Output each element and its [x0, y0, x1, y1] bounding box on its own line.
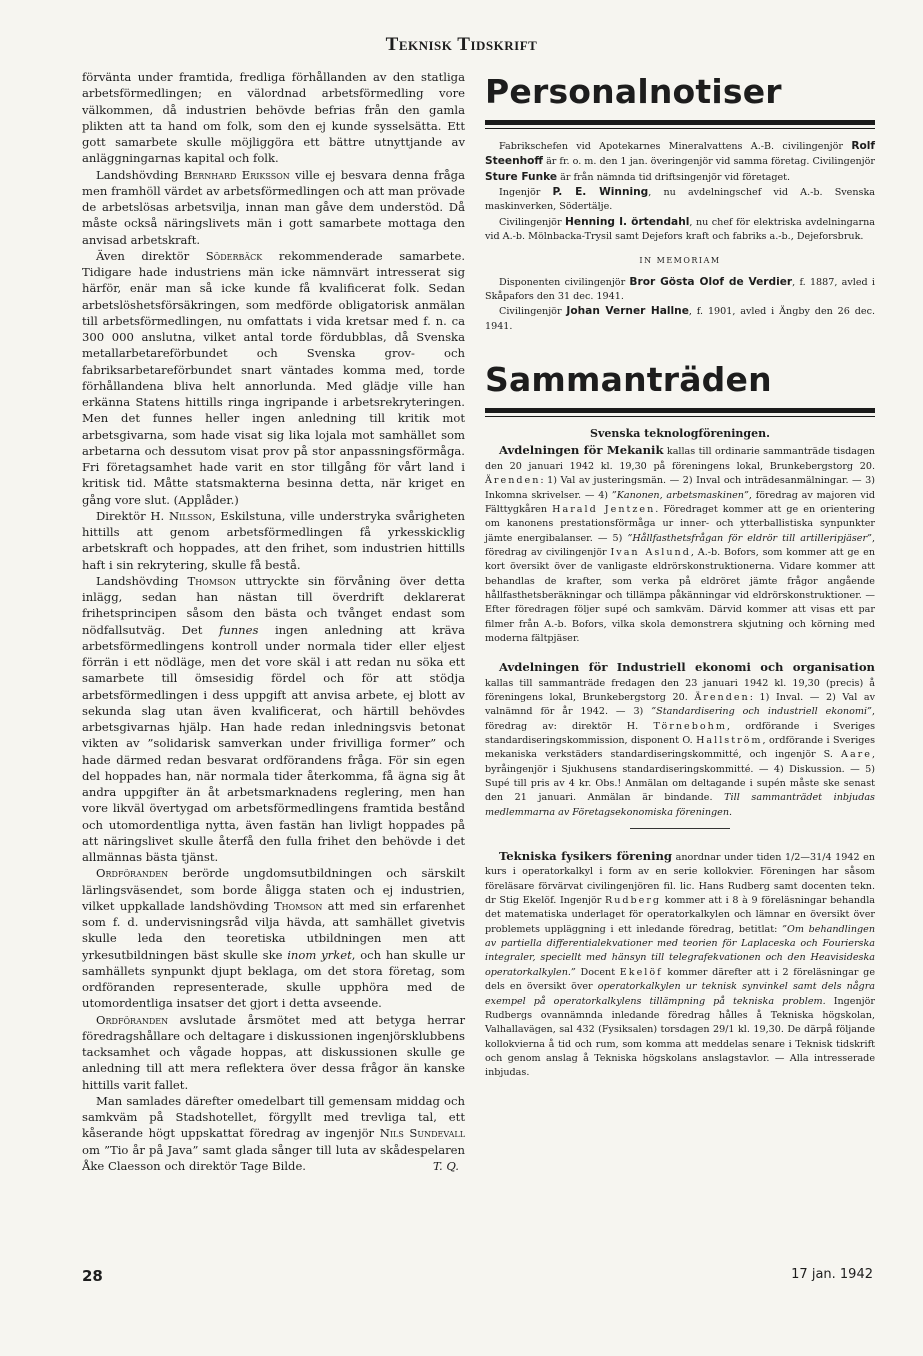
- text: kommer därefter att i 2 föreläsningar ge dels en översikt över: [485, 966, 875, 993]
- section-title-sammantraden: Sammanträden: [485, 360, 772, 400]
- section-rule: [485, 128, 875, 129]
- section-rule: [485, 120, 875, 125]
- text: Ingenjör Rudbergs ovannämnda inledande föredrag hålles å Tekniska högskolan, Valhallavägen, sal 432 (Fysiksalen) torsdagen 29/1 kl. 19,30. De därpå följande kollokvierna å tid och rum, som komma att meddelas senare i Teknisk tidskrift och genom anslag å Tekniska högskolans anslagstavlor. — Alla intresserade inbjudas.: [485, 995, 875, 1079]
- lecture-title: ”Hållfasthetsfrågan för eldrör till artilleripjäser”: [627, 532, 872, 544]
- meeting-heading: Tekniska fysikers förening: [499, 849, 673, 864]
- divider: [630, 828, 730, 829]
- spacer: [485, 646, 875, 660]
- text: rekommenderade samarbete. Tidigare hade industriens män icke nämnvärt intresserat sig härför, enär man så icke kunde få kvalificerat folk. Sedan arbetslöshetsförsäkringen, som medförde obligatorisk anmälan till arbetsförmedlingen, nu omfattats i vida kretsar med f. n. ca 300 000 anslutna, vilket antal torde fördubblas, då Svenska metallarbetareförbundet och Svenska grov- och fabriksarbetareförbundet snart väntades komma med, torde förhållandena bliva helt annorlunda. Med glädje ville han erkänna Statens hittills ringa ingripande i arbetsrekryteringen. Men det funnes heller ingen anledning till kritik mot arbetsgivarna, som hade visat sig lika lojala mot samhället som arbetarna och dessutom visat prov på stor anpassningsförmåga. Fri företagsamhet hade varit en stor tillgång för vårt land i kritisk tid. Måtte statsmakterna besinna detta, när kriget en gång vore slut. (Applåder.): [82, 248, 465, 507]
- person-name: Thomson: [273, 898, 323, 913]
- text: Docent: [575, 966, 620, 978]
- issue-date: 17 jan. 1942: [791, 1267, 873, 1282]
- spacer: [485, 334, 875, 360]
- meeting-notice: [485, 443, 875, 646]
- text: är fr. o. m. den 1 jan. överingenjör vid samma företag. Civilingenjör: [543, 156, 876, 168]
- text: , nu chef för elektriska avdelningarna vid A.-b. Mölnbacka-Trysil samt Dejefors kraft och fabriks a.-b., Dejeforsbruk.: [485, 216, 875, 243]
- text: Ärenden: [485, 475, 541, 487]
- text: . Föredraget kommer att ge en orientering om kanonens prestationsförmåga ur inner- och ytterballistiska synpunkter jämte energibalanser. — 5): [485, 503, 876, 544]
- text: avslutade årsmötet med att betyga herrar föredragshållare och deltagare i diskussionen ingenjörsklubbens tacksamhet och vågade hoppas, att diskussionen skulle ge anledning till att mera reflektera över dessa frågor än kanske hittills varit fallet.: [82, 1012, 465, 1092]
- text: ingen anledning att kräva arbetsförmedlingens kontroll under normala tider eller eljest förrän i ett nödläge, men det vore skäl i att redan nu söka ett samarbete till ömsesidig fördel och för att stödja arbetsförmedlingen i dess uppgift att anvisa arbete, ej blott av sekunda slag utan även kvalificerat, och härtill behövdes arbetsgivarnas hjälp. Han hade redan inledningsvis betonat vikten av ”solidarisk samverkan under frivilliga former” och hade därmed redan besvarat ordförandens fråga. För sin egen del hoppades han, när normala tider återkomma, få ägna sig åt andra uppgifter än åt arbetsmarknadens reglering, men han vore likväl övertygad om arbetsförmedlingens framtida bestånd och utomordentliga nytta, även fastän han livligt hoppades på att näringslivet skulle återfå den fulla frihet den behövde i det allmännas bästa tjänst.: [82, 622, 465, 864]
- paragraph: [82, 508, 465, 573]
- paragraph: förvänta under framtida, fredliga förhållanden av den statliga arbetsförmedlingen; en välordnad arbetsförmedling vore välkommen, då industrien behövde befrias från den gamla plikten att ta hand om folk, som den ej kunde sysselsätta. Ett gott samarbete skulle möjliggöra ett bättre utnyttjande av anläggningarnas kapital och folk.: [82, 70, 465, 166]
- text: , f. 1901, avled i Ängby den 26 dec. 1941.: [485, 306, 875, 332]
- text: : 1) Val av justeringsmän. — 2) Inval och inträdesanmälningar. — 3) Inkomna skrivelser. — 4): [485, 475, 875, 501]
- text: Ärenden: [694, 691, 750, 703]
- text: Civilingenjör: [499, 216, 566, 228]
- text: kallas till ordinarie sammanträde tisdagen den 20 januari 1942 kl. 19,30 på föreningens lokal, Brunkebergstorg 20.: [485, 446, 875, 472]
- lecture-title: ”Kanonen, arbetsmaskinen”: [611, 489, 749, 501]
- person-name: Aare: [841, 749, 872, 761]
- paragraph: [82, 865, 465, 1011]
- in-memoriam-heading: IN MEMORIAM: [639, 256, 721, 266]
- meeting-notice: [485, 660, 875, 820]
- left-column: [82, 69, 465, 1174]
- emphasis: funnes: [218, 622, 259, 637]
- text: är från nämnda tid driftsingenjör vid företaget.: [557, 171, 791, 183]
- text: Man samlades därefter omedelbart till gemensam middag och samkväm på Stadshotellet, förgyllt med trevliga tal, ett kåserande högt uppskattat föredrag av ingenjör: [82, 1093, 465, 1141]
- paragraph: [82, 167, 465, 248]
- text: , nu avdelningschef vid A.-b. Svenska maskinverken, Södertälje.: [485, 187, 875, 213]
- person-name: Bror Gösta Olof de Verdier: [629, 275, 793, 288]
- spacer: [485, 835, 875, 849]
- paragraph: [82, 248, 465, 508]
- text: : 1) Inval. — 2) Val av valnämnd för år 1942. — 3): [485, 691, 875, 718]
- lecture-title: ”Standardisering och industriell ekonomi”: [651, 706, 872, 718]
- text: , A.-b. Bofors, som kommer att ge en kort översikt över de vanligaste eldrörskonstruktionerna. Vidare kommer att behandlas de krafter, som verka på eldröret jämte frågor angående hållfasthetsberäkningar och tillämpa påkänningar vid eldrörskonstruktioner. — Efter föredragen följer supé och samkväm. Därvid kommer att visas ett par filmer från A.-b. Bofors, vilka skola demonstrera skjutning och körning med moderna fältpjäser.: [485, 546, 876, 644]
- text: , ordförande i Sveriges mekaniska verkstäders standardiseringskommitté, och ingenjör S.: [485, 735, 876, 761]
- section-title-personalnotiser: Personalnotiser: [485, 72, 782, 111]
- text: , byråingenjör i Sjukhusens standardiseringskommitté. — 4) Diskussion. — 5) Supé till pris av 4 kr. Obs.! Anmälan om deltagande i supén måste ske senast den 21 januari. Anmälan är bindande.: [485, 749, 875, 804]
- text: berörde ungdomsutbildningen och särskilt lärlingsväsendet, som borde åligga staten och ej industrien, vilket uppkallade landshövding: [82, 866, 465, 913]
- notice: [485, 185, 875, 215]
- text: Disponenten civilingenjör: [499, 276, 630, 288]
- obituary: [485, 304, 875, 334]
- person-name: Ordföranden: [96, 1012, 169, 1027]
- lecture-title: operatorkalkylen ur teknisk synvinkel samt dels några exempel på operatorkalkylens tillämpning på tekniska problem.: [485, 981, 875, 1007]
- text: anordnar under tiden 1/2—31/4 1942 en kurs i operatorkalkyl i form av en serie kollokvier. Föreningen har såsom föreläsare förvärvat civilingenjören fil. lic. Hans Rudberg samt docenten tekn. dr Stig Ekelöf. Ingenjör: [485, 852, 875, 907]
- person-name: Nilsson: [168, 508, 212, 523]
- person-name: Sture Funke: [485, 170, 558, 183]
- obituary: [485, 275, 875, 305]
- text: Landshövding: [96, 167, 184, 182]
- person-name: Ekelöf: [619, 966, 663, 978]
- text: ville ej besvara denna fråga men framhöll värdet av arbetsförmedlingen och att man prövade de arbetslösas arbetsvilja, innan man gåve dem understöd. Då måste också näringslivets män i gott samarbete mottaga den anvisad arbetskraft.: [82, 167, 465, 247]
- meeting-notice: [485, 849, 875, 1081]
- text: Civilingenjör: [499, 306, 567, 318]
- text: Direktör H.: [96, 508, 169, 523]
- person-name: Ordföranden: [96, 866, 169, 881]
- organization-heading: Svenska teknologföreningen.: [590, 427, 770, 441]
- text: uttryckte sin förvåning över detta inlägg, sedan han nästan till överdrift deklarerat frihetsprincipen såsom den bästa och tvånget endast som nödfallsutväg. Det: [82, 573, 465, 637]
- person-name: Johan Verner Hallne: [566, 305, 689, 318]
- masthead: Teknisk Tidskrift: [385, 34, 538, 55]
- text: kommer att i 8 à 9 föreläsningar behandla det matematiska underlaget för operatorkalkylen och lämnar en översikt över problemets uppläggning i ett inledande föredrag, betitlat:: [485, 895, 875, 935]
- meeting-heading: Avdelningen för Industriell ekonomi och organisation: [499, 660, 875, 675]
- text: , och han skulle ur samhällets synpunkt djupt beklaga, om det stora företag, som ordföranden representerade, skulle upphöra med de utomordentliga insatser det gjort i detta avseende.: [82, 947, 465, 1011]
- section-rule: [485, 408, 875, 413]
- person-name: Nils Sundevall: [379, 1126, 466, 1141]
- text: Ingenjör: [499, 187, 553, 199]
- page-number: 28: [82, 1267, 103, 1285]
- notice: [485, 215, 875, 245]
- person-name: Thomson: [187, 573, 236, 588]
- person-name: Törnebohm: [653, 720, 727, 732]
- paragraph: [82, 573, 465, 866]
- text: kallas till sammanträde fredagen den 23 januari 1942 kl. 19,30 (precis) å föreningens lokal, Brunkebergstorg 20.: [485, 677, 875, 703]
- text: om ”Tio år på Java” samt glada sånger till luta av skådespelaren Åke Claesson och direktör Tage Bilde.: [82, 1142, 465, 1173]
- person-name: P. E. Winning: [552, 186, 649, 199]
- emphasis: inom yrket: [287, 947, 352, 962]
- text: , Eskilstuna, ville understryka svårigheten hittills att genom arbetsförmedlingen få yrkesskicklig arbetskraft och hoppades, att den frihet, som industrien hittills haft i sin rekrytering, skulle få bestå.: [82, 508, 465, 572]
- text: , f. 1887, avled i Skåpafors den 31 dec. 1941.: [485, 276, 875, 303]
- text: att med sin erfarenhet som f. d. undervisningsråd vilja hävda, att samhället givetvis skulle leda den teoretiska utbildningen men att yrkesutbildningen bäst skulle ske: [82, 898, 465, 962]
- person-name: Bernhard Eriksson: [183, 167, 290, 182]
- person-name: Hallström: [696, 735, 763, 746]
- meeting-heading: Avdelningen för Mekanik: [499, 443, 664, 458]
- person-name: Rudberg: [604, 895, 662, 907]
- section-rule: [485, 416, 875, 417]
- invitation-note: Till sammanträdet inbjudas medlemmarna av Företagsekonomiska föreningen.: [485, 792, 875, 818]
- lecture-title: ”Om behandlingen av partiella differentialekvationer med teorien för Laplaceska och Fourierska integraler, speciellt med hänsyn till telegrafekvationen och den Heavisideska operatorkalkylen.”: [485, 923, 875, 978]
- text: , föredrag av civilingenjör: [485, 532, 875, 558]
- text: , ordförande i Sveriges standardiseringskommission, disponent O.: [485, 720, 876, 746]
- text: , föredrag av majoren vid Fälttygkåren: [485, 489, 875, 515]
- person-name: Söderbäck: [205, 248, 263, 263]
- person-name: Ivan Aslund: [610, 546, 691, 558]
- paragraph: [82, 1012, 465, 1093]
- person-name: Harald Jentzen: [552, 503, 656, 515]
- person-name: Henning I. örtendahl: [565, 215, 690, 228]
- paragraph: [82, 1093, 465, 1174]
- text: Även direktör: [96, 248, 206, 263]
- person-name: Rolf Steenhoff: [485, 140, 875, 168]
- notice: [485, 139, 875, 185]
- text: , föredrag av: direktör H.: [485, 706, 876, 732]
- text: Fabrikschefen vid Apotekarnes Mineralvattens A.-B. civilingenjör: [499, 141, 852, 152]
- right-column: [485, 72, 875, 1081]
- text: Landshövding: [96, 573, 188, 588]
- author-signature: T. Q.: [432, 1158, 459, 1173]
